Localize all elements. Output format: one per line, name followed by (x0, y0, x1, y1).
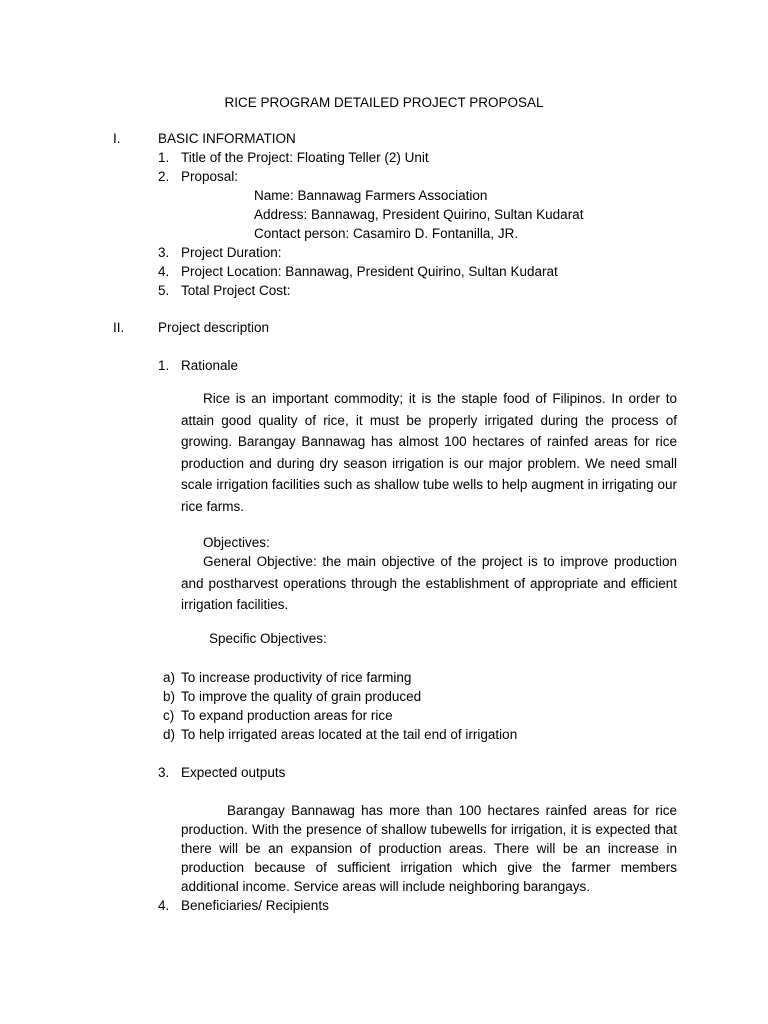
specific-objective-a-letter: a) (163, 670, 176, 685)
outputs-number: 3. (158, 765, 170, 780)
item-2-text: Proposal: (181, 169, 239, 184)
section-2-numeral: II. (113, 320, 125, 335)
item-1-text: Title of the Project: Floating Teller (2) Unit (181, 150, 429, 165)
item-2-number: 2. (158, 169, 170, 184)
specific-objective-d-letter: d) (163, 727, 176, 742)
specific-objectives-heading: Specific Objectives: (209, 631, 327, 646)
item-5-number: 5. (158, 283, 170, 298)
specific-objective-b-letter: b) (163, 689, 176, 704)
specific-objective-c-letter: c) (163, 708, 175, 723)
outputs-heading: Expected outputs (181, 765, 286, 780)
document-title: RICE PROGRAM DETAILED PROJECT PROPOSAL (224, 95, 544, 110)
specific-objective-a-text: To increase productivity of rice farming (181, 670, 412, 685)
specific-objective-d-text: To help irrigated areas located at the tail end of irrigation (181, 727, 518, 742)
specific-objective-c-text: To expand production areas for rice (181, 708, 393, 723)
item-5-text: Total Project Cost: (181, 283, 291, 298)
outputs-paragraph: Barangay Bannawag has more than 100 hectares rainfed areas for rice production. With the presence of shallow tubewells for irrigation, it is expected that there will be an expansion of production areas. There will be an increase in production because of sufficient irrigation which give the farmer members additional income. Service areas will include neighboring barangays. (181, 803, 677, 894)
section-1-heading: BASIC INFORMATION (158, 131, 296, 146)
objectives-heading: Objectives: (203, 535, 270, 550)
section-1-numeral: I. (113, 131, 121, 146)
beneficiaries-heading: Beneficiaries/ Recipients (181, 898, 329, 913)
item-3-text: Project Duration: (181, 245, 282, 260)
rationale-paragraph: Rice is an important commodity; it is the staple food of Filipinos. In order to attain good quality of rice, it must be properly irrigated during the process of growing. Barangay Bannawag has almost 100 hectares of rainfed areas for rice production and during dry season irrigation is our major problem. We need small scale irrigation facilities such as shallow tube wells to help augment in irrigating our rice farms. (181, 391, 677, 514)
section-2-heading: Project description (158, 320, 270, 335)
proposal-address: Address: Bannawag, President Quirino, Sultan Kudarat (254, 207, 584, 222)
item-4-number: 4. (158, 264, 170, 279)
general-objective-paragraph: General Objective: the main objective of the project is to improve production and postharvest operations through the establishment of appropriate and efficient irrigation facilities. (181, 554, 677, 613)
rationale-number: 1. (158, 358, 170, 373)
proposal-name: Name: Bannawag Farmers Association (254, 188, 488, 203)
item-3-number: 3. (158, 245, 170, 260)
specific-objective-b-text: To improve the quality of grain produced (181, 689, 422, 704)
item-4-text: Project Location: Bannawag, President Quirino, Sultan Kudarat (181, 264, 558, 279)
beneficiaries-number: 4. (158, 898, 170, 913)
proposal-contact: Contact person: Casamiro D. Fontanilla, JR. (254, 226, 519, 241)
item-1-number: 1. (158, 150, 170, 165)
rationale-heading: Rationale (181, 358, 239, 373)
